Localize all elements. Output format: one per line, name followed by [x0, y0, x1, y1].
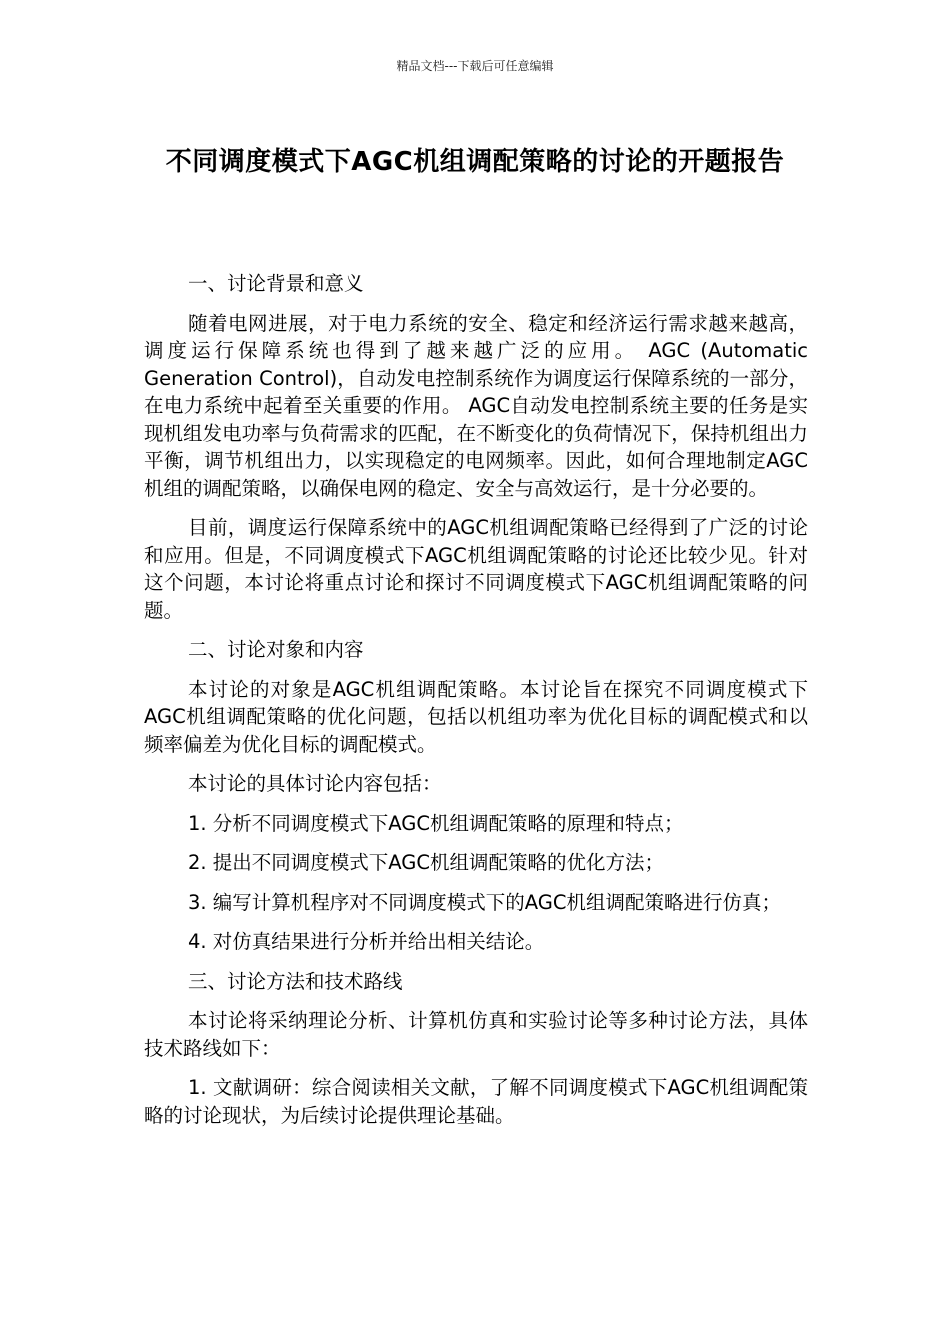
section-heading-objects: 二、讨论对象和内容	[188, 638, 364, 661]
paragraph-background: 随着电网进展，对于电力系统的安全、稳定和经济运行需求越来越高，调度运行保障系统也得到了越来越广泛的应用。 AGC (Automatic Generation Control)，自动发电控制系统作为调度运行保障系统的一部分，在电力系统中起着至关重要的作用。 AGC自动发电控制系统主要的任务是实现机组发电功率与负荷需求的匹配，在不断变化的负荷情况下，保持机组出力平衡，调节机组出力，以实现稳定的电网频率。因此，如何合理地制定AGC机组的调配策略，以确保电网的稳定、安全与高效运行，是十分必要的。	[144, 311, 808, 500]
document-body	[144, 270, 808, 1141]
section-heading-background: 一、讨论背景和意义	[188, 272, 364, 295]
list-item-1: 1. 分析不同调度模式下AGC机组调配策略的原理和特点；	[188, 811, 684, 835]
list-item-3: 3. 编写计算机程序对不同调度模式下的AGC机组调配策略进行仿真；	[188, 890, 782, 914]
paragraph-content-intro: 本讨论的具体讨论内容包括：	[188, 772, 442, 795]
section-heading-methods: 三、讨论方法和技术路线	[188, 969, 403, 993]
paragraph-methods: 本讨论将采纳理论分析、计算机仿真和实验讨论等多种讨论方法，具体技术路线如下：	[144, 1009, 808, 1060]
method-item-1: 1. 文献调研：综合阅读相关文献，了解不同调度模式下AGC机组调配策略的讨论现状，为后续讨论提供理论基础。	[144, 1076, 808, 1127]
paragraph-current-status: 目前，调度运行保障系统中的AGC机组调配策略已经得到了广泛的讨论和应用。但是，不同调度模式下AGC机组调配策略的讨论还比较少见。针对这个问题，本讨论将重点讨论和探讨不同调度模式下AGC机组调配策略的问题。	[144, 516, 808, 622]
page-header-note: 精品文档---下载后可任意编辑	[396, 59, 554, 73]
list-item-2: 2. 提出不同调度模式下AGC机组调配策略的优化方法；	[188, 851, 665, 874]
document-title: 不同调度模式下AGC机组调配策略的讨论的开题报告	[165, 147, 785, 177]
paragraph-objects: 本讨论的对象是AGC机组调配策略。本讨论旨在探究不同调度模式下AGC机组调配策略的优化问题，包括以机组功率为优化目标的调配模式和以频率偏差为优化目标的调配模式。	[144, 677, 808, 756]
list-item-4: 4. 对仿真结果进行分析并给出相关结论。	[188, 930, 545, 953]
